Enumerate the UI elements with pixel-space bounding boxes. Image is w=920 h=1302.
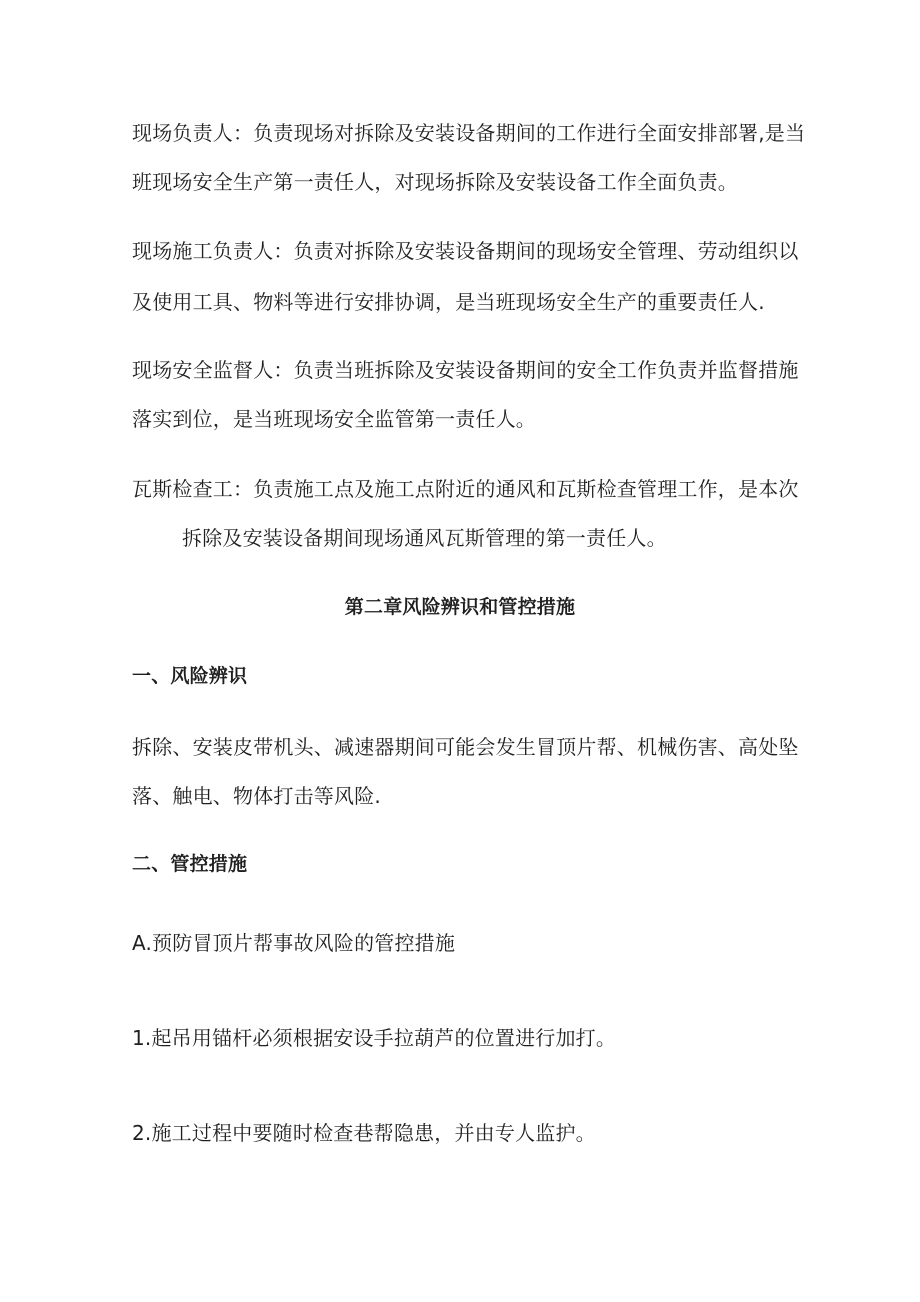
- site-leader-line-2: 班现场安全生产第一责任人，对现场拆除及安装设备工作全面负责。: [132, 170, 738, 194]
- control-measure-item-1: 1.起吊用锚杆必须根据安设手拉葫芦的位置进行加打。: [132, 1026, 617, 1050]
- safety-supervisor-line-1: 现场安全监督人：负责当班拆除及安装设备期间的安全工作负责并监督措施: [132, 358, 799, 382]
- gas-inspector-line-1: 瓦斯检查工：负责施工点及施工点附近的通风和瓦斯检查管理工作，是本次: [132, 477, 799, 501]
- control-measures-subheading: A.预防冒顶片帮事故风险的管控措施: [132, 931, 456, 955]
- construction-leader-line-1: 现场施工负责人：负责对拆除及安装设备期间的现场安全管理、劳动组织以: [132, 239, 799, 263]
- risk-identification-line-2: 落、触电、物体打击等风险.: [132, 784, 381, 808]
- construction-leader-line-2: 及使用工具、物料等进行安排协调，是当班现场安全生产的重要责任人.: [132, 290, 765, 314]
- control-measure-item-2: 2.施工过程中要随时检查巷帮隐患，并由专人监护。: [132, 1121, 596, 1145]
- section-risk-identification-heading: 一、风险辨识: [132, 665, 248, 687]
- site-leader-line-1: 现场负责人：负责现场对拆除及安装设备期间的工作进行全面安排部署,是当: [132, 121, 806, 145]
- section-control-measures-heading: 二、管控措施: [132, 853, 248, 875]
- risk-identification-line-1: 拆除、安装皮带机头、减速器期间可能会发生冒顶片帮、机械伤害、高处坠: [132, 735, 799, 759]
- chapter-title: 第二章风险辨识和管控措施: [344, 596, 576, 618]
- gas-inspector-line-2: 拆除及安装设备期间现场通风瓦斯管理的第一责任人。: [182, 526, 667, 550]
- safety-supervisor-line-2: 落实到位，是当班现场安全监管第一责任人。: [132, 407, 536, 431]
